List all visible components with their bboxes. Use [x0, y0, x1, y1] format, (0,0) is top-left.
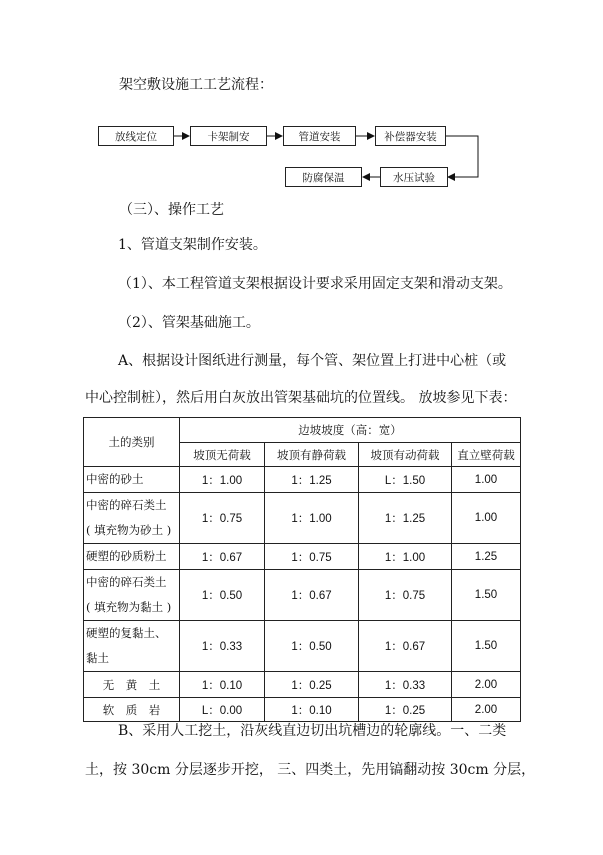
slope-value-cell: 1：0.25: [359, 698, 452, 722]
slope-value-cell: 1：1.00: [359, 544, 452, 570]
soil-type-line: 硬塑的复黏土、: [86, 626, 167, 640]
flow-step-4: 补偿器安装: [375, 126, 446, 146]
header-soil: 土的类别: [84, 418, 180, 467]
col-header-1: 坡顶无荷载: [180, 443, 265, 467]
slope-value-cell: L：1.50: [359, 467, 452, 493]
slope-value-cell: L：0.00: [180, 698, 265, 722]
flow-step-5: 水压试验: [380, 167, 448, 187]
col-header-2: 坡顶有静荷载: [265, 443, 359, 467]
flow-step-6: 防腐保温: [285, 167, 362, 187]
soil-type-line: 黏土: [86, 651, 109, 665]
slope-value-cell: 1：0.10: [180, 672, 265, 698]
slope-value-cell: 1.00: [452, 467, 521, 493]
section-title: （三）、操作工艺: [119, 202, 224, 218]
slope-value-cell: 1.50: [452, 621, 521, 672]
slope-value-cell: 1：0.75: [359, 570, 452, 621]
col-header-3: 坡顶有动荷载: [359, 443, 452, 467]
soil-type-cell: [84, 621, 180, 672]
col-header-4: 直立壁荷载: [452, 443, 521, 467]
soil-type-line: 软 质 岩: [102, 702, 161, 717]
item-1-2: （2）、管架基础施工。: [118, 315, 260, 331]
slope-value-cell: 1：0.67: [180, 544, 265, 570]
soil-type-cell: [84, 698, 180, 722]
soil-type-line: ( 填充物为砂土 ): [86, 523, 172, 537]
soil-type-line: 中密的碎石类土: [86, 575, 167, 589]
slope-value-cell: 1：0.25: [265, 672, 359, 698]
soil-type-line: ( 填充物为黏土 ): [86, 600, 172, 614]
slope-value-cell: 1：0.50: [265, 621, 359, 672]
slope-value-cell: 1：0.50: [180, 570, 265, 621]
soil-type-line: 中密的碎石类土: [86, 498, 167, 512]
soil-type-cell: [84, 570, 180, 621]
slope-value-cell: 2.00: [452, 698, 521, 722]
paragraph-b-line-2: 土，按 30cm 分层逐步开挖， 三、四类土，先用镐翻动按 30cm 分层，: [85, 762, 536, 778]
soil-type-cell: [84, 467, 180, 493]
soil-type-line: 无 黄 土: [102, 677, 161, 692]
slope-value-cell: 1：0.75: [180, 493, 265, 544]
slope-table: [83, 417, 521, 722]
slope-value-cell: 1：0.33: [359, 672, 452, 698]
flow-step-3: 管道安装: [283, 126, 356, 146]
table-row: [84, 698, 521, 722]
slope-value-cell: 1.00: [452, 493, 521, 544]
soil-type-cell: [84, 493, 180, 544]
slope-value-cell: 1：0.10: [265, 698, 359, 722]
arrow-4-5: [446, 136, 478, 177]
table-row: [84, 621, 521, 672]
slope-value-cell: 1：0.75: [265, 544, 359, 570]
slope-value-cell: 1.25: [452, 544, 521, 570]
slope-value-cell: 1：1.00: [180, 467, 265, 493]
paragraph-a-line-2: 中心控制桩），然后用白灰放出管架基础坑的位置线。 放坡参见下表：: [85, 390, 517, 406]
table-row: [84, 672, 521, 698]
flow-heading: 架空敷设施工工艺流程：: [119, 77, 273, 93]
table-row: [84, 544, 521, 570]
table-row: [84, 570, 521, 621]
header-slope-group: 边坡坡度（高：宽）: [180, 418, 521, 443]
table-header-row-1: [84, 418, 521, 443]
paragraph-b-line-1: B、采用人工挖土，沿灰线直边切出坑槽边的轮廓线。一、二类: [118, 723, 507, 739]
slope-value-cell: 1.50: [452, 570, 521, 621]
table-body: [84, 467, 521, 722]
slope-value-cell: 1：1.25: [359, 493, 452, 544]
item-1-1: （1）、本工程管道支架根据设计要求采用固定支架和滑动支架。: [118, 276, 512, 292]
soil-type-line: 硬塑的砂质粉土: [86, 549, 167, 563]
slope-value-cell: 1：1.25: [265, 467, 359, 493]
slope-value-cell: 2.00: [452, 672, 521, 698]
paragraph-a-line-1: A、根据设计图纸进行测量，每个管、架位置上打进中心桩（或: [118, 353, 507, 369]
soil-type-line: 中密的砂土: [86, 472, 144, 486]
flow-step-2: 卡架制安: [190, 126, 267, 146]
slope-value-cell: 1：0.67: [265, 570, 359, 621]
soil-type-cell: [84, 672, 180, 698]
slope-value-cell: 1：0.33: [180, 621, 265, 672]
table-row: [84, 467, 521, 493]
slope-value-cell: 1：0.67: [359, 621, 452, 672]
slope-value-cell: 1：1.00: [265, 493, 359, 544]
soil-type-cell: [84, 544, 180, 570]
table-row: [84, 493, 521, 544]
flow-step-1: 放线定位: [98, 126, 174, 146]
item-1: 1、管道支架制作安装。: [118, 237, 267, 253]
